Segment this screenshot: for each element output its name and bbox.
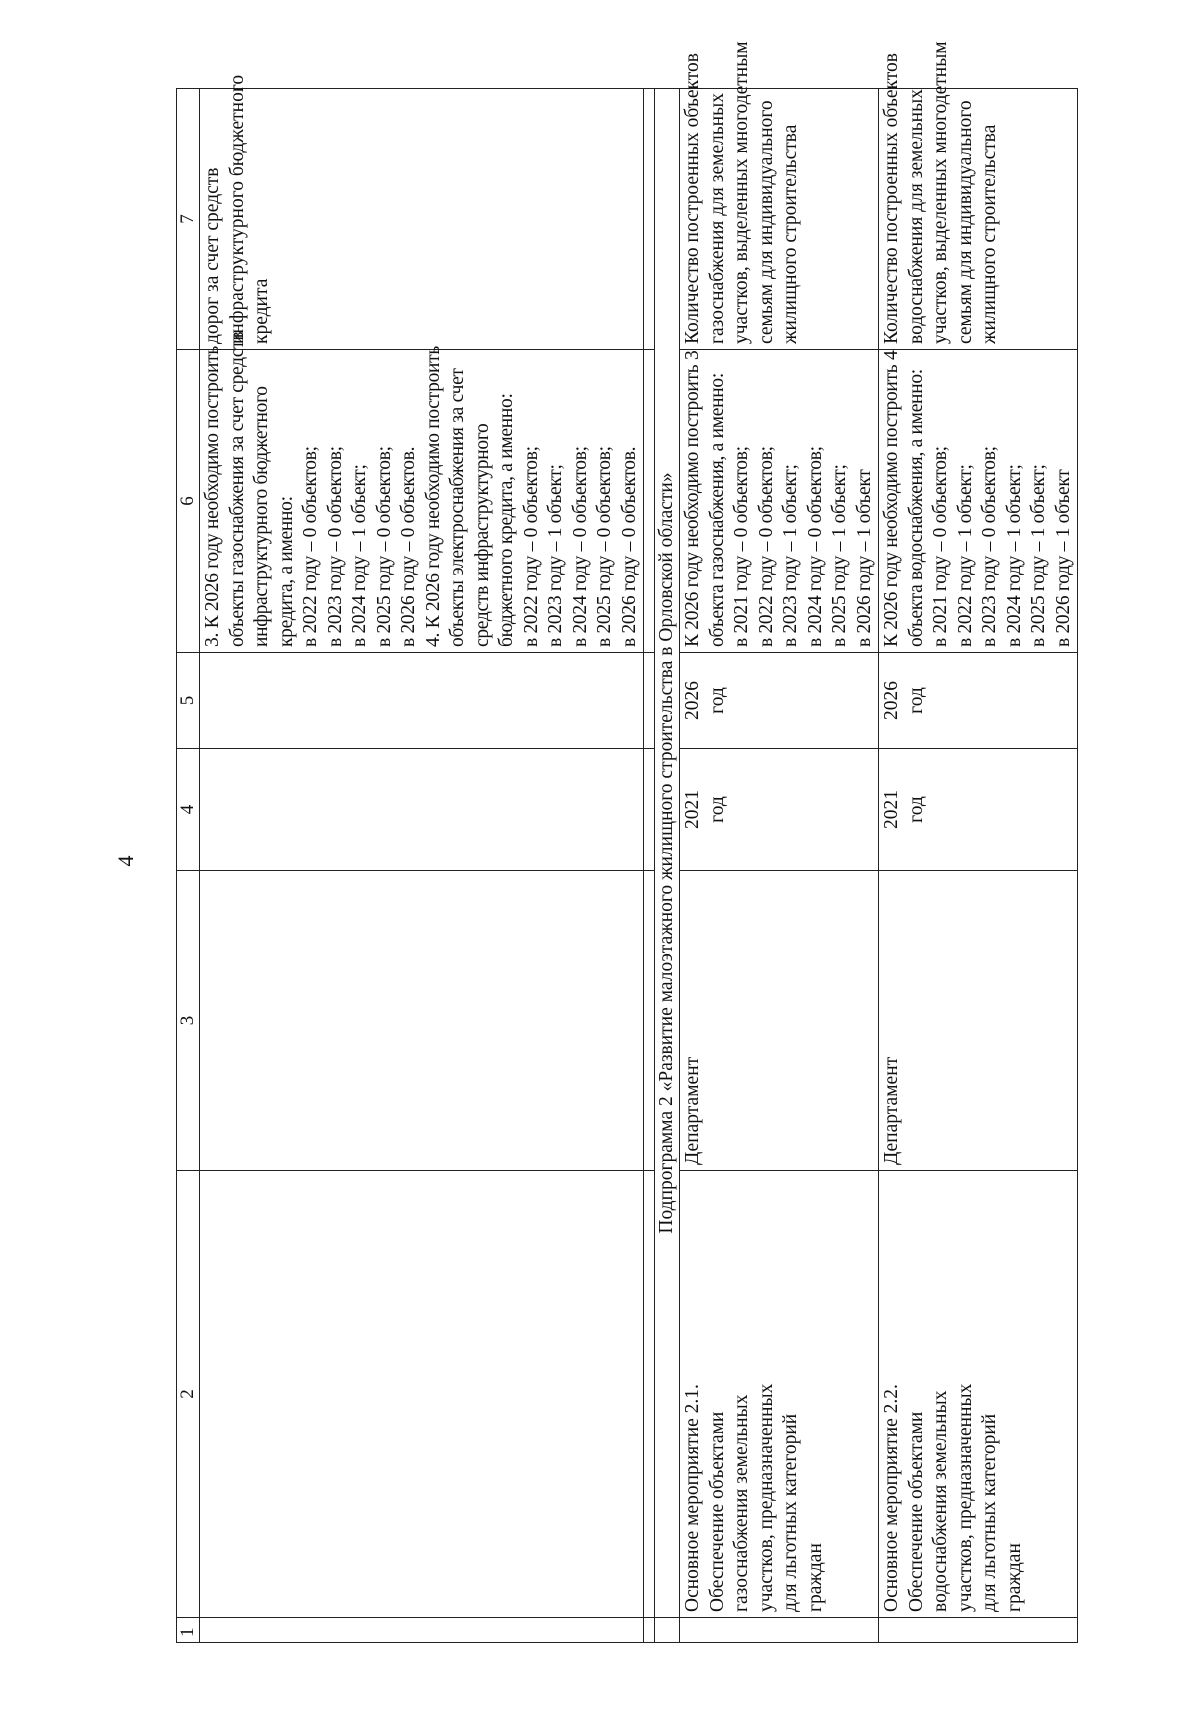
expected-result-line: в 2024 году – 1 объект; — [1003, 464, 1025, 647]
indicator-line: инфраструктурного бюджетного — [251, 386, 272, 647]
indicator-text-line: жилищного строительства — [780, 124, 801, 344]
end-year-unit: год — [706, 687, 728, 714]
measure-row-2-2 — [879, 89, 1078, 1643]
subprogram-title: Подпрограмма 2 «Развитие малоэтажного жилищного строительства в Орловской области» — [655, 89, 680, 1618]
indicator-text-line: семьям для индивидуального — [755, 100, 777, 344]
indicator-line: в 2025 году – 0 объектов; — [373, 446, 395, 647]
start-year-cell — [879, 749, 1078, 871]
indicator-line: в 2023 году – 0 объектов; — [324, 446, 346, 647]
indicator-line: в 2024 году – 1 объект; — [349, 464, 370, 647]
measure-name-line: участков, предназначенных — [755, 1383, 777, 1612]
indicator-line: бюджетного кредита, а именно: — [496, 393, 517, 647]
expected-result-line: в 2023 году – 1 объект; — [780, 464, 801, 647]
end-year-value: 2026 — [682, 681, 703, 720]
column-number-4: 4 — [177, 749, 200, 871]
expected-result-line: в 2025 году – 1 объект; — [829, 464, 850, 647]
expected-result-line: в 2025 году – 1 объект; — [1028, 464, 1049, 647]
indicator-line: кредита, а именно: — [275, 496, 297, 647]
indicator-text-line: Количество построенных объектов — [682, 53, 703, 344]
indicator-line: объекты электроснабжения за счет — [447, 368, 468, 647]
indicator-line: объекты газоснабжения за счет средств — [226, 331, 248, 647]
indicator-line: в 2024 году – 0 объектов; — [569, 446, 591, 647]
continuation-cell-1 — [200, 1618, 644, 1643]
continuation-row — [200, 89, 644, 1643]
expected-result-line: К 2026 году необходимо построить 3 — [682, 350, 703, 647]
indicator-text-line: участков, выделенных многодетным — [731, 41, 752, 344]
column-number-2: 2 — [177, 1171, 200, 1618]
continuation-cell-3 — [200, 871, 644, 1171]
spacer-cell — [644, 350, 655, 653]
start-year-unit: год — [905, 796, 927, 823]
measure-number-cell — [680, 1618, 879, 1643]
spacer-cell — [644, 749, 655, 871]
target-line: кредита — [251, 278, 272, 344]
expected-result-line: в 2022 году – 1 объект; — [954, 464, 976, 647]
executor-cell: Департамент — [879, 871, 1078, 1171]
expected-result-line: в 2021 году – 0 объектов; — [731, 446, 752, 647]
start-year-cell — [680, 749, 879, 871]
measure-name-line: для льготных категорий — [979, 1413, 1000, 1612]
indicator-line: средств инфраструктурного — [471, 423, 493, 647]
start-year-value: 2021 — [881, 790, 902, 829]
measure-name-cell — [879, 1171, 1078, 1618]
spacer-cell — [644, 871, 655, 1171]
column-number-6: 6 — [177, 350, 200, 653]
column-number-1: 1 — [177, 1618, 200, 1643]
target-line: дорог за счет средств — [202, 167, 223, 344]
executor-cell: Департамент — [680, 871, 879, 1171]
measure-name-line: Основное мероприятие 2.2. — [881, 1384, 902, 1612]
indicator-text-line: семьям для индивидуального — [954, 100, 976, 344]
expected-result-cell — [680, 350, 879, 653]
measure-name-line: граждан — [1003, 1543, 1025, 1612]
indicator-line: в 2026 году – 0 объектов. — [398, 446, 419, 647]
indicator-line: в 2022 году – 0 объектов; — [520, 446, 542, 647]
indicator-line: в 2022 году – 0 объектов; — [300, 446, 321, 647]
end-year-cell — [680, 653, 879, 749]
measure-name-line: газоснабжения земельных — [731, 1394, 752, 1612]
end-year-value: 2026 — [881, 681, 902, 720]
subprogram-row — [655, 89, 680, 1643]
column-number-3: 3 — [177, 871, 200, 1171]
continuation-cell-5 — [200, 653, 644, 749]
indicator-cell — [879, 41, 1078, 350]
target-line: инфраструктурного бюджетного — [226, 74, 248, 344]
indicator-text-line: жилищного строительства — [979, 124, 1000, 344]
spacer-cell — [644, 1171, 655, 1618]
measure-name-line: Обеспечение объектами — [706, 1411, 728, 1612]
end-year-cell — [879, 653, 1078, 749]
indicator-line: в 2023 году – 1 объект; — [545, 464, 566, 647]
continuation-cell-2 — [200, 1171, 644, 1618]
expected-result-line: К 2026 году необходимо построить 4 — [881, 350, 902, 647]
expected-result-line: в 2026 году – 1 объект — [1052, 469, 1074, 647]
measure-name-line: Обеспечение объектами — [905, 1411, 927, 1612]
measure-row-2-1 — [680, 89, 879, 1643]
continuation-indicators-cell — [200, 331, 644, 653]
spacer-row — [644, 89, 655, 1643]
indicator-line: в 2026 году – 0 объектов. — [618, 446, 640, 647]
expected-result-line: в 2026 году – 1 объект — [853, 469, 875, 647]
indicator-line: в 2025 году – 0 объектов; — [594, 446, 615, 647]
spacer-cell — [644, 653, 655, 749]
start-year-value: 2021 — [682, 790, 703, 829]
start-year-unit: год — [706, 796, 728, 823]
indicator-text-line: газоснабжения для земельных — [706, 92, 728, 344]
continuation-target-cell — [200, 74, 644, 350]
indicator-cell — [680, 41, 879, 350]
column-number-row — [177, 89, 200, 1643]
measure-name-cell — [680, 1171, 879, 1618]
continuation-cell-4 — [200, 749, 644, 871]
indicator-text-line: водоснабжения для земельных — [905, 89, 927, 344]
expected-result-line: в 2023 году – 0 объектов; — [979, 446, 1000, 647]
expected-result-cell — [879, 350, 1078, 653]
measure-name-line: Основное мероприятие 2.1. — [682, 1384, 703, 1612]
expected-result-line: в 2022 году – 0 объектов; — [755, 446, 777, 647]
measure-name-line: участков, предназначенных — [954, 1383, 976, 1612]
end-year-unit: год — [905, 687, 927, 714]
measures-table — [176, 41, 1078, 1643]
spacer-cell — [644, 1618, 655, 1643]
indicator-text-line: Количество построенных объектов — [881, 53, 902, 344]
indicator-line: 4. К 2026 году необходимо построить — [422, 346, 444, 647]
indicator-line: 3. К 2026 году необходимо построить — [202, 346, 223, 647]
expected-result-line: объекта газоснабжения, а именно: — [706, 373, 728, 647]
expected-result-line: объекта водоснабжения, а именно: — [905, 369, 927, 647]
column-number-7: 7 — [177, 89, 200, 350]
measure-number-cell — [879, 1618, 1078, 1643]
indicator-text-line: участков, выделенных многодетным — [930, 41, 951, 344]
measure-name-line: для льготных категорий — [780, 1413, 801, 1612]
spacer-cell — [644, 89, 655, 350]
expected-result-line: в 2024 году – 0 объектов; — [804, 446, 826, 647]
subprogram-number-cell — [655, 1618, 680, 1643]
column-number-5: 5 — [177, 653, 200, 749]
measure-name-line: водоснабжения земельных — [930, 1390, 951, 1612]
document-sheet — [176, 41, 1138, 1643]
measure-name-line: граждан — [804, 1543, 826, 1612]
page-number: 4 — [113, 855, 138, 867]
expected-result-line: в 2021 году – 0 объектов; — [930, 446, 951, 647]
